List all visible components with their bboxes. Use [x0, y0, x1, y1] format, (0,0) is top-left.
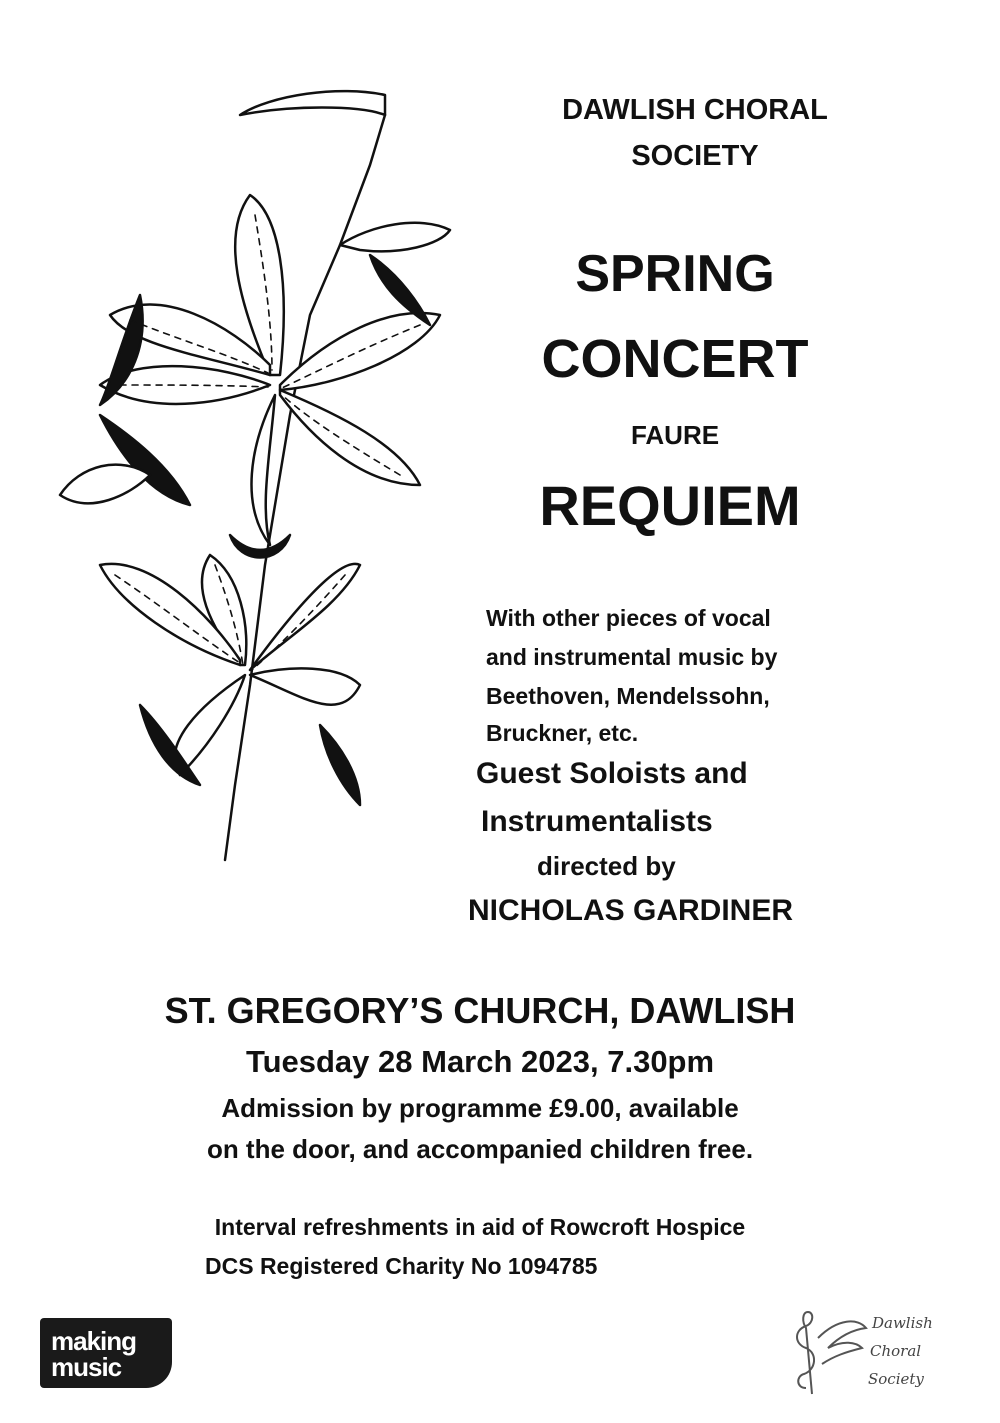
making-music-logo	[40, 1318, 172, 1388]
other-pieces-line4: Bruckner, etc.	[486, 720, 639, 746]
making-music-logo-line1: making	[51, 1326, 137, 1356]
other-pieces-line1: With other pieces of vocal	[486, 605, 771, 631]
admission-line2: on the door, and accompanied children free.	[206, 1134, 754, 1164]
directed-by-label: directed by	[537, 851, 676, 881]
guest-soloists-line2: Instrumentalists	[481, 805, 713, 838]
dawlish-choral-society-logo	[788, 1308, 958, 1398]
dcs-logo-line1: Dawlish	[872, 1314, 933, 1332]
treble-clef-wing-icon	[788, 1308, 868, 1398]
composer-name: FAURE	[630, 420, 720, 450]
charity-number: DCS Registered Charity No 1094785	[205, 1253, 598, 1279]
society-name-line1: DAWLISH CHORAL	[562, 94, 828, 126]
director-name: NICHOLAS GARDINER	[468, 894, 794, 927]
concert-title-line2: CONCERT	[541, 329, 809, 389]
society-name-line2: SOCIETY	[631, 140, 759, 172]
admission-line1: Admission by programme £9.00, available	[221, 1093, 739, 1123]
event-datetime: Tuesday 28 March 2023, 7.30pm	[245, 1044, 715, 1079]
lily-flowers-icon	[40, 85, 520, 865]
other-pieces-line2: and instrumental music by	[486, 644, 778, 670]
work-title: REQUIEM	[539, 474, 801, 537]
making-music-logo-line2: music	[51, 1352, 122, 1382]
venue: ST. GREGORY’S CHURCH, DAWLISH	[164, 990, 796, 1031]
dcs-logo-line2: Choral	[870, 1342, 922, 1360]
interval-refreshments: Interval refreshments in aid of Rowcroft Hospice	[214, 1214, 746, 1240]
other-pieces-line3: Beethoven, Mendelssohn,	[486, 683, 770, 709]
concert-title-line1: SPRING	[575, 245, 775, 303]
guest-soloists-line1: Guest Soloists and	[476, 757, 748, 790]
dcs-logo-line3: Society	[868, 1370, 924, 1388]
